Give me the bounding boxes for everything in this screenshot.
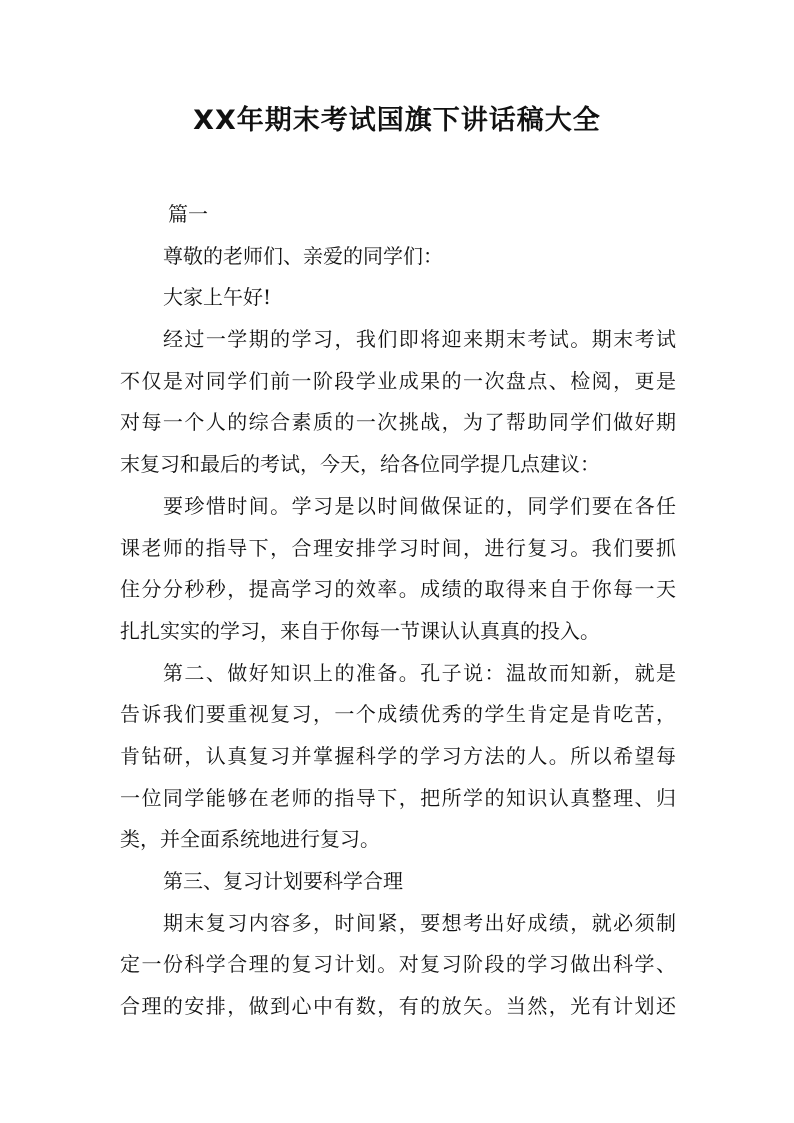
paragraph-line: 扎扎实实的学习，来自于你每一节课认认真真的投入。 [120,618,600,643]
paragraph-line: 第二、做好知识上的准备。孔子说：温故而知新，就是 [163,660,676,685]
paragraph-line: 第三、复习计划要科学合理 [163,869,403,893]
paragraph-line: 对每一个人的综合素质的一次挑战，为了帮助同学们做好期 [120,410,676,435]
paragraph-line: 末复习和最后的考试，今天，给各位同学提几点建议： [120,452,600,477]
paragraph-line: 类，并全面系统地进行复习。 [120,827,380,852]
paragraph-line: 肯钻研，认真复习并掌握科学的学习方法的人。所以希望每 [120,743,676,768]
document-title: XX年期末考试国旗下讲话稿大全 [193,105,601,136]
paragraph-line: 一位同学能够在老师的指导下，把所学的知识认真整理、归 [120,785,676,810]
paragraph-line: 不仅是对同学们前一阶段学业成果的一次盘点、检阅，更是 [120,368,676,393]
paragraph-line: 合理的安排，做到心中有数，有的放矢。当然，光有计划还 [120,994,676,1019]
paragraph-line: 要珍惜时间。学习是以时间做保证的，同学们要在各任 [163,493,676,518]
paragraph-line: 告诉我们要重视复习，一个成绩优秀的学生肯定是肯吃苦， [120,702,676,727]
paragraph-line: 课老师的指导下，合理安排学习时间，进行复习。我们要抓 [120,535,676,560]
paragraph-line: 定一份科学合理的复习计划。对复习阶段的学习做出科学、 [120,952,676,977]
paragraph-line: 大家上午好! [163,285,272,310]
paragraph-line: 住分分秒秒，提高学习的效率。成绩的取得来自于你每一天 [120,577,676,602]
paragraph-line: 尊敬的老师们、亲爱的同学们： [163,243,443,268]
document-body [120,194,676,1028]
paragraph-line: 期末复习内容多，时间紧，要想考出好成绩，就必须制 [163,910,676,935]
paragraph-line: 经过一学期的学习，我们即将迎来期末考试。期末考试 [163,327,676,352]
paragraph-line: 篇一 [168,202,208,226]
